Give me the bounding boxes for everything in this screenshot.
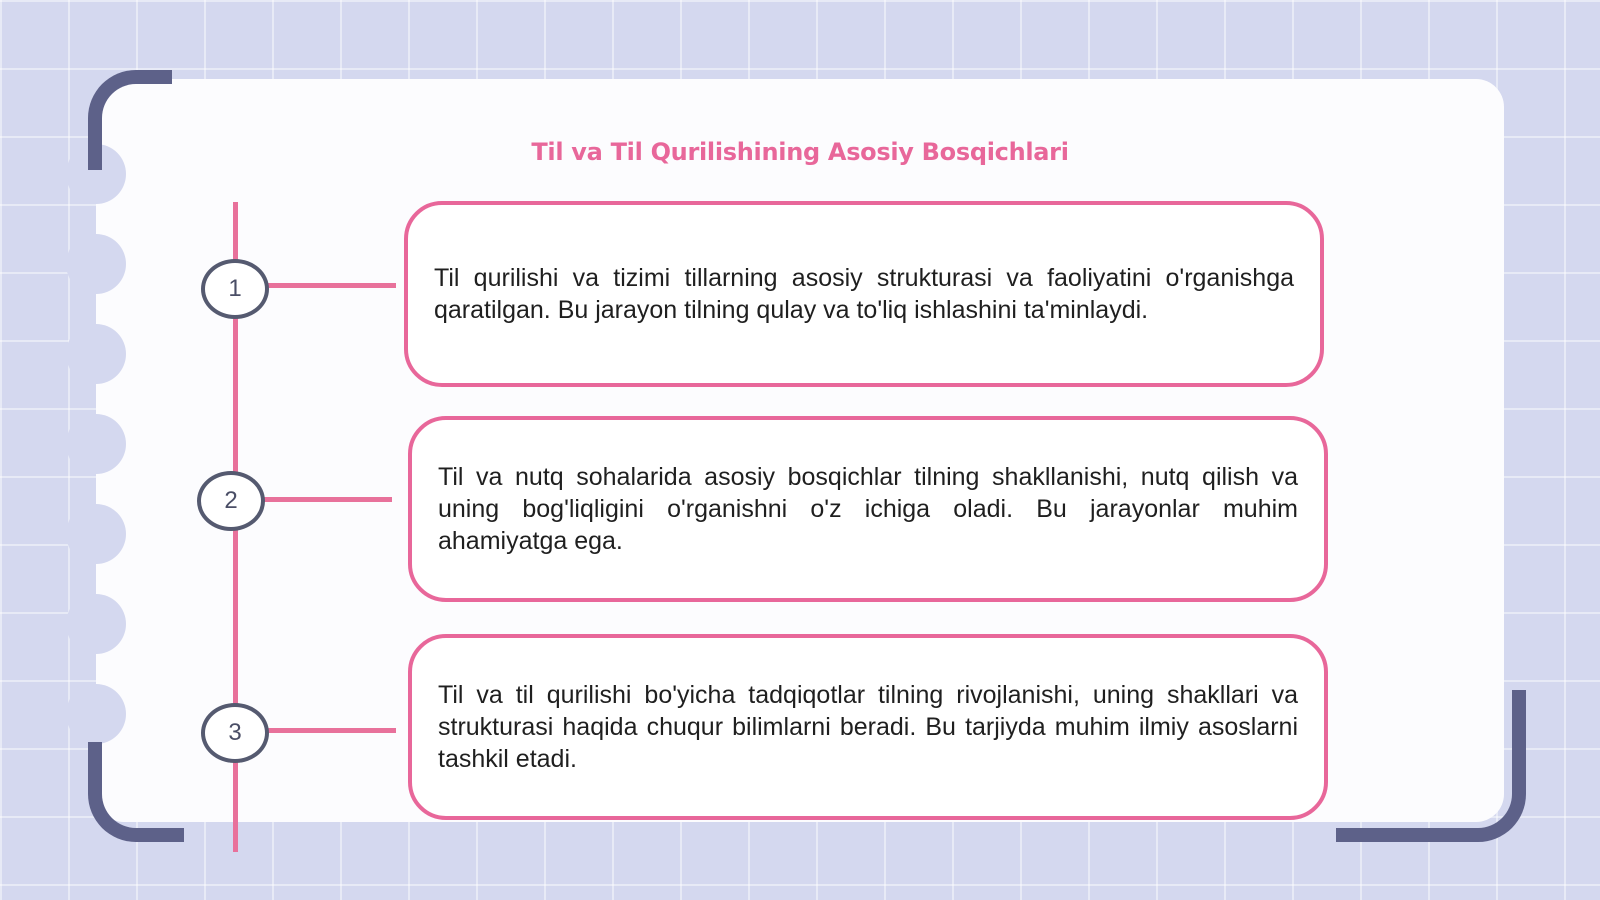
step-description: Til qurilishi va tizimi tillarning asosiy strukturasi va faoliyatini o'rganishga qaratilgan. Bu jarayon tilning qulay va to'liq ishlashini ta'minlaydi. [434, 264, 1294, 324]
step-number-badge [197, 471, 265, 531]
step-number-badge [201, 703, 269, 763]
card-edge-notch [66, 594, 126, 654]
step-number: 2 [224, 487, 238, 514]
timeline-connector [266, 728, 396, 733]
frame-corner-bottom-right [1336, 690, 1526, 842]
card-edge-notch [66, 234, 126, 294]
step-card [408, 634, 1328, 820]
step-card [404, 201, 1324, 387]
card-edge-notch [66, 324, 126, 384]
step-number: 1 [228, 275, 242, 302]
step-number: 3 [228, 719, 242, 746]
card-edge-notch [66, 684, 126, 744]
step-number-badge [201, 259, 269, 319]
step-description: Til va nutq sohalarida asosiy bosqichlar tilning shakllanishi, nutq qilish va uning bog'liqligini o'rganishni o'z ichiga oladi. Bu jarayonlar muhim ahamiyatga ega. [438, 463, 1298, 555]
step-card [408, 416, 1328, 602]
timeline-connector [266, 283, 396, 288]
slide-title: Til va Til Qurilishining Asosiy Bosqichlari [531, 138, 1069, 167]
card-edge-notch [66, 414, 126, 474]
step-description: Til va til qurilishi bo'yicha tadqiqotlar tilning rivojlanishi, uning shakllari va strukturasi haqida chuqur bilimlarni beradi. Bu tarjiyda muhim ilmiy asoslarni tashkil etadi. [438, 681, 1298, 773]
card-edge-notch [66, 504, 126, 564]
timeline-connector [262, 497, 392, 502]
frame-corner-bottom-left [88, 742, 184, 842]
